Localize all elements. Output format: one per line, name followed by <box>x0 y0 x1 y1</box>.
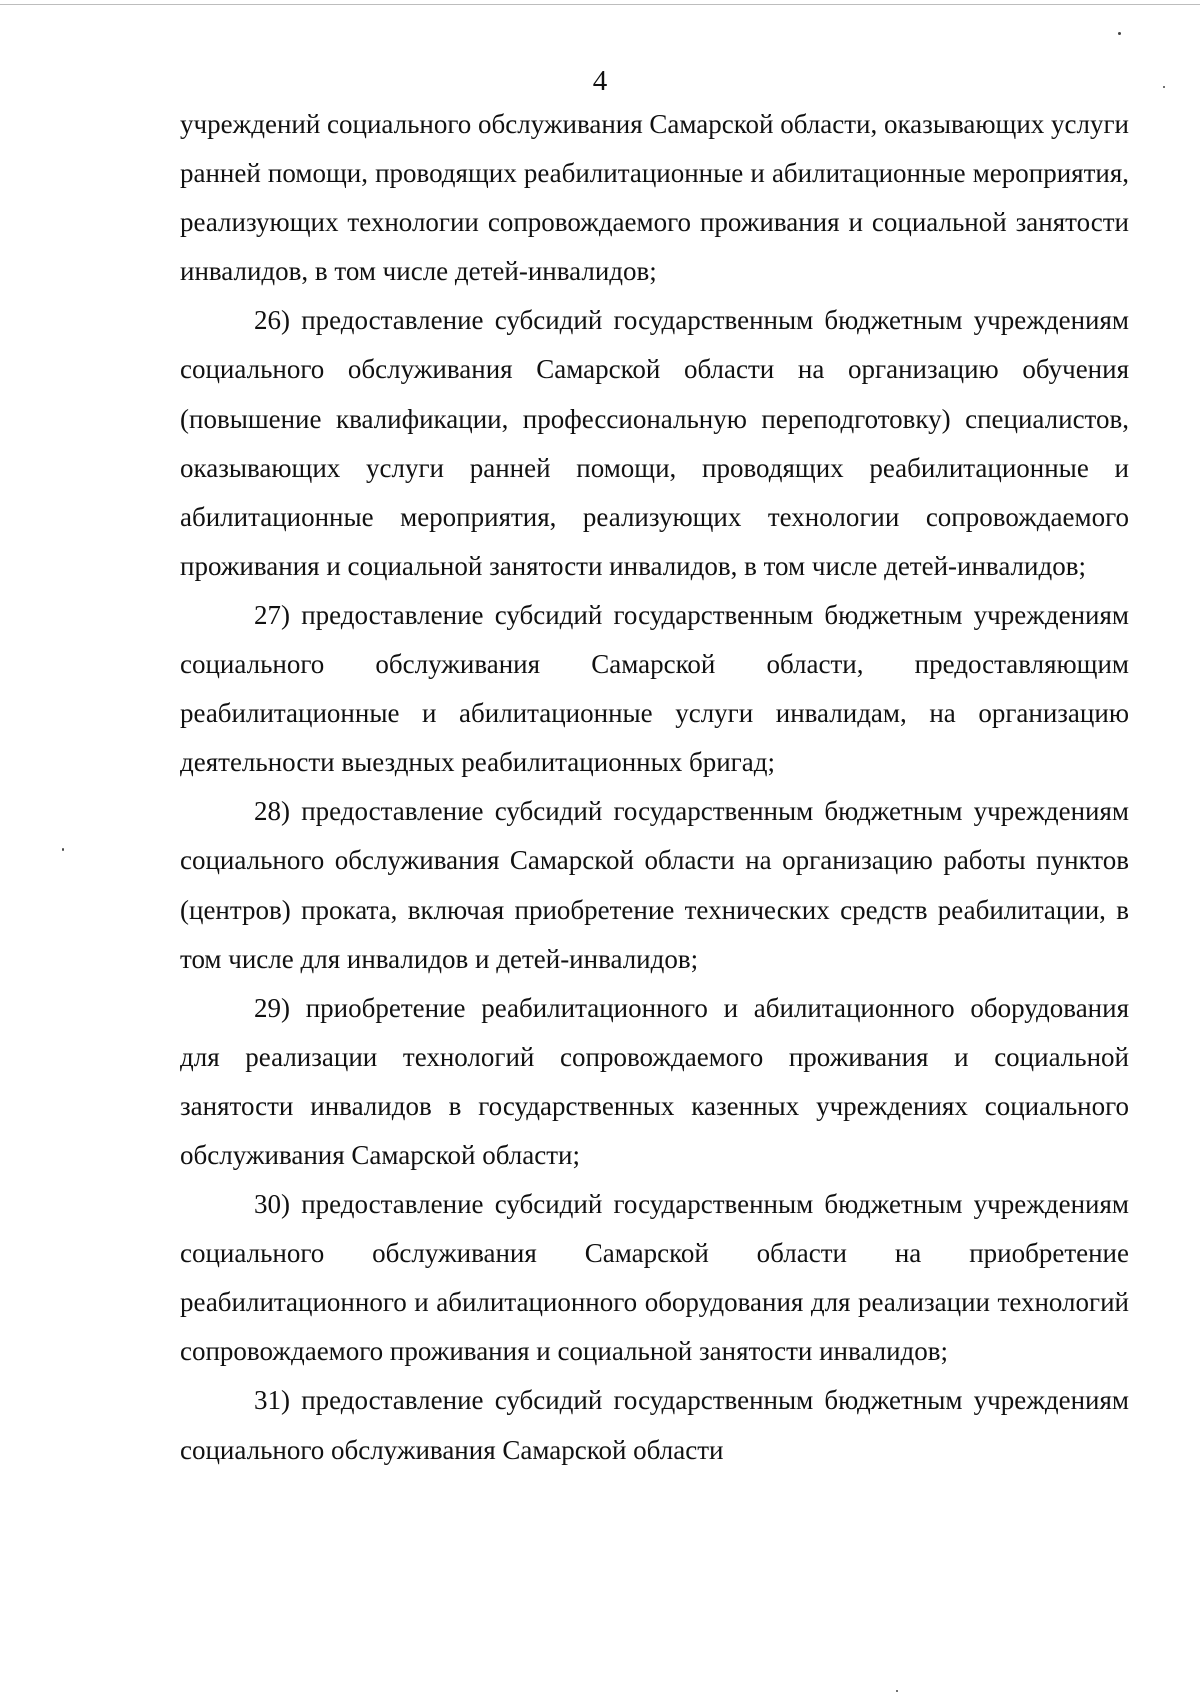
paragraph-item-26: 26) предоставление субсидий государственным бюджетным учреждениям социального обслуживания Самарской области на организацию обучения (повышение квалификации, профессиональную переподготовку) специалистов, оказывающих услуги ранней помощи, проводящих реабилитационные и абилитационные мероприятия, реализующих технологии сопровождаемого проживания и социальной занятости инвалидов, в том числе детей-инвалидов; <box>180 305 1129 581</box>
scan-speck <box>62 848 64 851</box>
paragraph-item-28: 28) предоставление субсидий государственным бюджетным учреждениям социального обслуживания Самарской области на организацию работы пунктов (центров) проката, включая приобретение технических средств реабилитации, в том числе для инвалидов и детей-инвалидов; <box>180 796 1129 974</box>
document-body <box>180 100 1129 1475</box>
paragraph-item-29: 29) приобретение реабилитационного и абилитационного оборудования для реализации технологий сопровождаемого проживания и социальной занятости инвалидов в государственных казенных учреждениях социального обслуживания Самарской области; <box>180 992 1129 1170</box>
paragraph-item-31: 31) предоставление субсидий государственным бюджетным учреждениям социального обслуживания Самарской области <box>180 1385 1129 1465</box>
scan-speck <box>1118 32 1121 35</box>
scan-edge-line <box>0 4 1200 5</box>
paragraph-item-30: 30) предоставление субсидий государственным бюджетным учреждениям социального обслуживания Самарской области на приобретение реабилитационного и абилитационного оборудования для реализации технологий сопровождаемого проживания и социальной занятости инвалидов; <box>180 1189 1129 1367</box>
page-number: 4 <box>592 65 608 97</box>
paragraph-item-27: 27) предоставление субсидий государственным бюджетным учреждениям социального обслуживания Самарской области, предоставляющим реабилитационные и абилитационные услуги инвалидам, на организацию деятельности выездных реабилитационных бригад; <box>180 599 1129 778</box>
scan-speck <box>896 1690 898 1692</box>
paragraph-continuation: учреждений социального обслуживания Самарской области, оказывающих услуги ранней помощи, проводящих реабилитационные и абилитационные мероприятия, реализующих технологии сопровождаемого проживания и социальной занятости инвалидов, в том числе детей-инвалидов; <box>180 109 1129 287</box>
scan-speck <box>1163 86 1165 88</box>
